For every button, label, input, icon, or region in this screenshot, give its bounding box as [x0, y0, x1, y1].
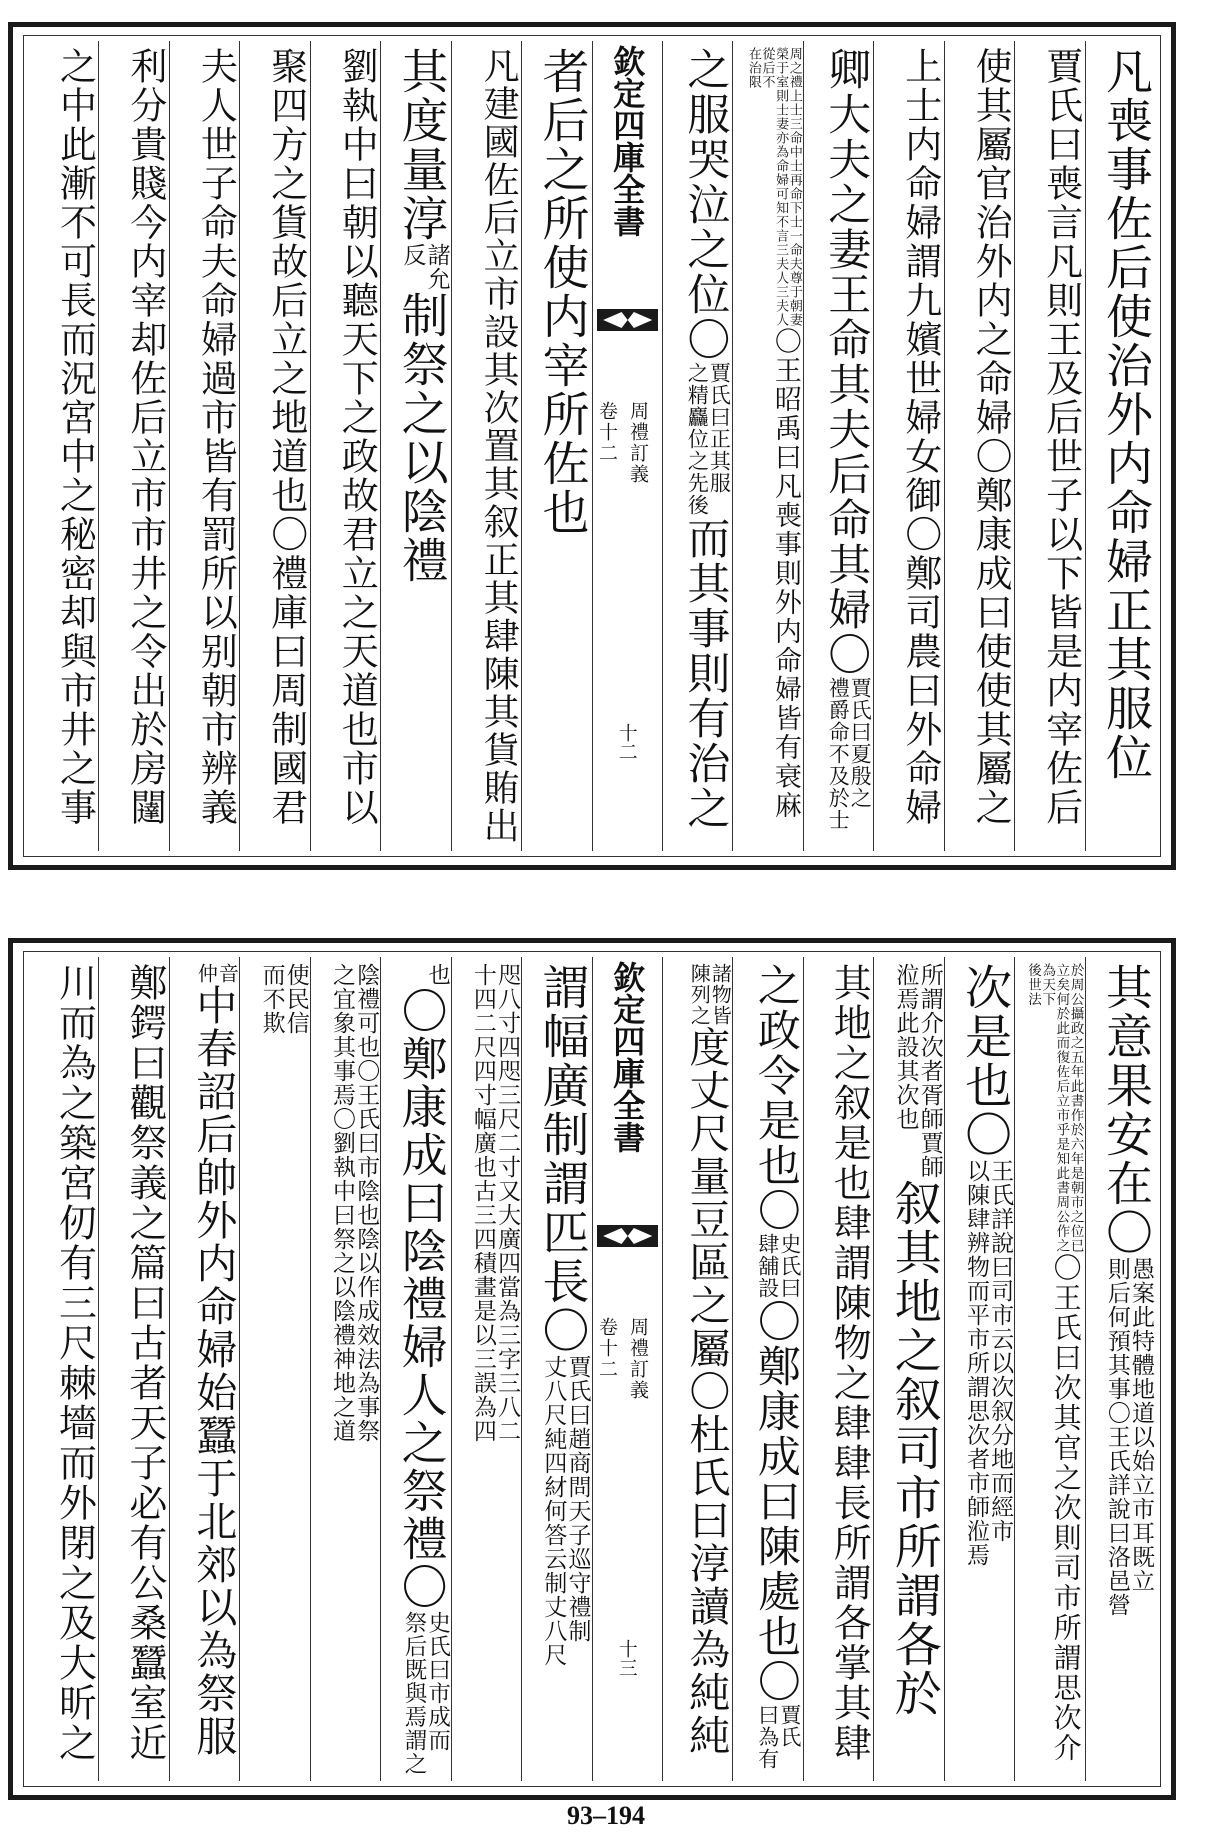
spine-volume: 卷十二 [595, 1317, 618, 1380]
commentary-note: 王氏詳說曰司市云以次叙分地而經市 [987, 1159, 1014, 1543]
commentary-note-group [393, 243, 448, 291]
column-content [665, 963, 733, 1775]
column-flow [264, 47, 308, 845]
commentary-note: 從后不 [759, 47, 775, 89]
text-column [380, 957, 450, 1781]
column-flow [680, 47, 731, 845]
commentary-note: 在治限 [745, 47, 761, 89]
text-column [98, 957, 168, 1781]
spine-subtitle [594, 1317, 652, 1401]
commentary-note-group [1098, 1257, 1153, 1617]
commentary-note: 咫八寸四咫三尺二寸又大廣四當為三字三八二 [494, 963, 521, 1443]
top-page-panel [8, 22, 1176, 870]
column-content [383, 963, 451, 1775]
column-flow [1098, 963, 1153, 1775]
column-content [242, 963, 307, 1775]
text-column [732, 957, 802, 1781]
column-content [101, 963, 166, 1775]
commentary-note: 史氏曰 [777, 1233, 802, 1299]
page-spine [592, 957, 662, 1781]
column-content [735, 47, 800, 845]
spine-book: 周禮訂義 [626, 401, 649, 485]
spine-volume: 卷十二 [595, 401, 618, 464]
column-content [242, 47, 307, 845]
commentary-note: 仲 [194, 963, 219, 984]
column-content [876, 963, 941, 1775]
main-text: 〇鄭康成曰陰禮婦人之祭禮〇 [394, 986, 449, 1611]
column-flow [330, 963, 378, 1775]
commentary-note: 立矣何於此而復佐后立市乎是知此書周公作之 [1053, 963, 1070, 1253]
text-column [873, 957, 943, 1781]
commentary-note: 陰禮可也〇王氏曰市陰也陰以作成效法為事祭 [353, 963, 380, 1443]
spine-leaf-number: 十三 [615, 1639, 638, 1677]
commentary-note: 則后何預其事〇王氏詳說曰洛邑營 [1103, 1257, 1130, 1617]
commentary-note-group [259, 963, 307, 1035]
commentary-note: 陳列之 [687, 963, 712, 1026]
column-content [313, 963, 378, 1775]
column-flow [886, 963, 941, 1775]
column-flow [393, 47, 448, 845]
text-column [1014, 957, 1084, 1781]
text-column [521, 957, 591, 1781]
fish-tail-mark [597, 1225, 658, 1247]
commentary-note: 諸允 [423, 243, 450, 291]
column-content [524, 47, 589, 845]
commentary-note-group [394, 963, 451, 987]
main-text: 鄭鍔曰觀祭義之篇曰古者天子必有公桑蠶室近 [122, 963, 167, 1763]
column-flow [1098, 47, 1153, 845]
column-flow [746, 47, 801, 845]
commentary-note-group [750, 1704, 801, 1770]
text-column [169, 41, 239, 851]
column-content [947, 47, 1012, 845]
main-text: 叙其地之叙司市所謂各於 [886, 1179, 942, 1718]
column-flow [52, 963, 97, 1775]
page-spine [592, 41, 662, 851]
main-text: 之政令是也〇 [750, 963, 801, 1233]
commentary-note: 諸物皆 [708, 963, 733, 1026]
column-content [806, 47, 871, 845]
text-column [803, 957, 873, 1781]
text-column [98, 41, 168, 851]
column-flow [259, 963, 307, 1775]
text-column [944, 957, 1014, 1781]
column-flow [957, 963, 1012, 1775]
column-flow [471, 963, 519, 1775]
commentary-note: 禮爵命不及於士 [826, 677, 851, 831]
column-flow [1026, 963, 1083, 1775]
column-flow [394, 963, 451, 1775]
main-text: 謂幅廣制謂匹長〇 [534, 963, 590, 1355]
commentary-note: 之精麤位之先後 [685, 362, 710, 516]
main-text: 凡建國佐后立市設其次置其叙正其肆陳其貨賄出 [478, 47, 520, 845]
column-content [172, 47, 237, 845]
commentary-note-group [471, 963, 519, 1443]
column-content [31, 963, 96, 1775]
commentary-note: 為天下 [1039, 963, 1056, 1007]
column-content [524, 963, 589, 1775]
column-content [876, 47, 941, 845]
column-content [1088, 47, 1153, 845]
text-column [662, 41, 732, 851]
commentary-note: 賈氏 [777, 1704, 802, 1748]
commentary-note-group [886, 963, 941, 1179]
main-text: 賈氏曰喪言凡則王及后世子以下皆是内宰佐后 [1039, 47, 1083, 827]
column-flow [534, 963, 589, 1775]
main-text: 使其屬官治外内之命婦〇鄭康成曰使使其屬之 [969, 47, 1013, 827]
text-column [1085, 41, 1155, 851]
spine-leaf-number: 十二 [615, 723, 638, 761]
column-flow [189, 963, 240, 1775]
commentary-note: 十四二尺四寸幅廣也古三四積畫是以三誤為四 [469, 963, 496, 1443]
text-column [310, 957, 380, 1781]
column-flow [335, 47, 379, 845]
spine-title: 欽定四庫全書 [608, 961, 647, 1153]
main-text: 其意果安在〇 [1098, 963, 1153, 1257]
column-content [735, 963, 800, 1775]
column-content [1017, 47, 1082, 845]
commentary-note: 史氏曰市成而 [424, 1610, 451, 1752]
commentary-note: 周之禮上士三命中士再命下士一命夫尊于朝妻 [786, 47, 802, 327]
column-content [665, 47, 730, 845]
column-flow [968, 47, 1012, 845]
text-column [1014, 41, 1084, 851]
commentary-note: 賈氏曰正其服 [707, 362, 732, 494]
column-content [31, 47, 96, 845]
commentary-note: 而不欺 [258, 963, 285, 1035]
column-content [313, 47, 378, 845]
column-flow [53, 47, 97, 845]
commentary-note-group [750, 1233, 801, 1299]
main-text: 上士内命婦謂九嬪世婦女御〇鄭司農曰外命婦 [898, 47, 942, 827]
column-flow [821, 47, 872, 845]
column-content [454, 47, 519, 845]
main-text: 〇鄭康成曰陳處也〇 [750, 1299, 801, 1704]
spine-book: 周禮訂義 [626, 1317, 649, 1401]
text-column [944, 41, 1014, 851]
bottom-page-panel [8, 938, 1176, 1800]
main-text: 〇王氏曰次其官之次則司市所謂思次介 [1049, 1253, 1083, 1763]
commentary-note-group [189, 963, 240, 984]
main-text: 劉執中曰朝以聽天下之政故君立之天道也市以 [335, 47, 379, 827]
spine-title: 欽定四庫全書 [608, 45, 647, 237]
commentary-note: 賈氏曰夏殷之 [848, 677, 873, 809]
commentary-note: 賈氏曰趙商問天子巡守禮制 [564, 1355, 591, 1643]
main-text: 川而為之築宮仞有三尺棘墻而外閉之及大昕之 [52, 963, 97, 1763]
text-column [451, 957, 521, 1781]
column-content [101, 47, 166, 845]
column-flow [682, 963, 733, 1775]
column-flow [123, 47, 167, 845]
commentary-note: 後世法 [1025, 963, 1042, 1007]
column-content [947, 963, 1012, 1775]
column-flow [826, 963, 871, 1775]
main-text: 中春詔后帥外内命婦始蠶于北郊以為祭服 [189, 984, 238, 1758]
column-content [454, 963, 519, 1775]
column-flow [1039, 47, 1083, 845]
main-text: 卿大夫之妻王命其夫后命其婦〇 [821, 47, 872, 677]
main-text: 聚四方之貨故后立之地道也〇禮庫曰周制國君 [264, 47, 308, 827]
commentary-note: 使民信 [282, 963, 309, 1035]
spine-subtitle [594, 401, 652, 485]
text-column [873, 41, 943, 851]
column-flow [477, 47, 519, 845]
main-text: 者后之所使内宰所佐也 [534, 47, 590, 537]
text-column [803, 41, 873, 851]
text-column [521, 41, 591, 851]
column-content [383, 47, 448, 845]
main-text: 之服哭泣之位〇 [680, 47, 731, 362]
commentary-note: 於周公攝政之五年此書作於六年是朝市之位已 [1067, 963, 1084, 1253]
column-content [172, 963, 240, 1775]
commentary-note: 之宜象其事焉〇劉執中曰祭之以陰禮神地之道 [329, 963, 356, 1443]
main-text: 制祭之以陰禮 [393, 291, 449, 585]
column-flow [122, 963, 167, 1775]
main-text: 凡喪事佐后使治外内命婦正其服位 [1098, 47, 1153, 782]
commentary-note: 榮于室則士妻亦為命婦可知不言三夫人三夫人 [773, 47, 789, 327]
main-text: 利分貴賤今内宰却佐后立市市井之令出於房闥 [123, 47, 167, 827]
text-column [380, 41, 450, 851]
text-column [29, 957, 98, 1781]
commentary-note: 也 [424, 963, 451, 987]
commentary-note-group [394, 1610, 451, 1776]
commentary-note: 祭后既與焉謂之 [401, 1610, 427, 1775]
commentary-note: 以陳肆辨物而平市所謂思次者市師涖焉 [962, 1159, 989, 1567]
main-text: 而其事則有治之 [680, 516, 731, 831]
top-page-columns [29, 41, 1155, 851]
main-text: 其度量淳 [393, 47, 449, 243]
commentary-note-group [330, 963, 378, 1443]
text-column [239, 957, 309, 1781]
main-text: 度丈尺量豆區之屬〇杜氏曰淳讀為純純 [682, 1026, 731, 1757]
main-text: 夫人世子命夫命婦過市皆有罰所以别朝市辨義 [194, 47, 238, 827]
text-column [732, 41, 802, 851]
text-column [29, 41, 98, 851]
main-text: 之中此漸不可長而況宮中之秘密却與市井之事 [53, 47, 97, 827]
column-content [1017, 963, 1082, 1775]
text-column [1085, 957, 1155, 1781]
text-column [451, 41, 521, 851]
column-flow [898, 47, 942, 845]
commentary-note-group [821, 677, 872, 831]
commentary-note: 音 [215, 963, 240, 984]
column-flow [194, 47, 238, 845]
commentary-note-group [746, 47, 801, 327]
commentary-note: 反 [399, 243, 426, 267]
commentary-note-group [680, 362, 731, 516]
text-column [310, 41, 380, 851]
commentary-note: 涖焉此設其次也 [892, 963, 919, 1131]
text-column [662, 957, 732, 1781]
fish-tail-mark [597, 309, 658, 331]
commentary-note: 愚案此特體地道以始立市耳既立 [1128, 1257, 1154, 1593]
main-text: 〇王昭禹曰凡喪事則外内命婦皆有衰麻 [769, 327, 801, 820]
commentary-note-group [1026, 963, 1083, 1253]
commentary-note: 曰為有 [755, 1704, 780, 1770]
column-content [1088, 963, 1153, 1775]
column-flow [750, 963, 801, 1775]
column-content [806, 963, 871, 1775]
main-text: 次是也〇 [957, 963, 1013, 1159]
text-column [169, 957, 239, 1781]
commentary-note-group [957, 1159, 1012, 1567]
text-column [239, 41, 309, 851]
commentary-note: 肆舖設 [755, 1233, 780, 1299]
commentary-note-group [534, 1355, 589, 1667]
commentary-note: 所謂介次者胥師賈師 [916, 963, 943, 1179]
column-flow [534, 47, 589, 845]
commentary-note: 丈八尺純四䊷何答云制丈八尺 [540, 1355, 567, 1667]
page-number: 93–194 [567, 1801, 645, 1830]
bottom-page-columns [29, 957, 1155, 1781]
commentary-note-group [682, 963, 733, 1026]
main-text: 其地之叙是也肆謂陳物之肆肆長所謂各掌其肆 [827, 963, 872, 1763]
